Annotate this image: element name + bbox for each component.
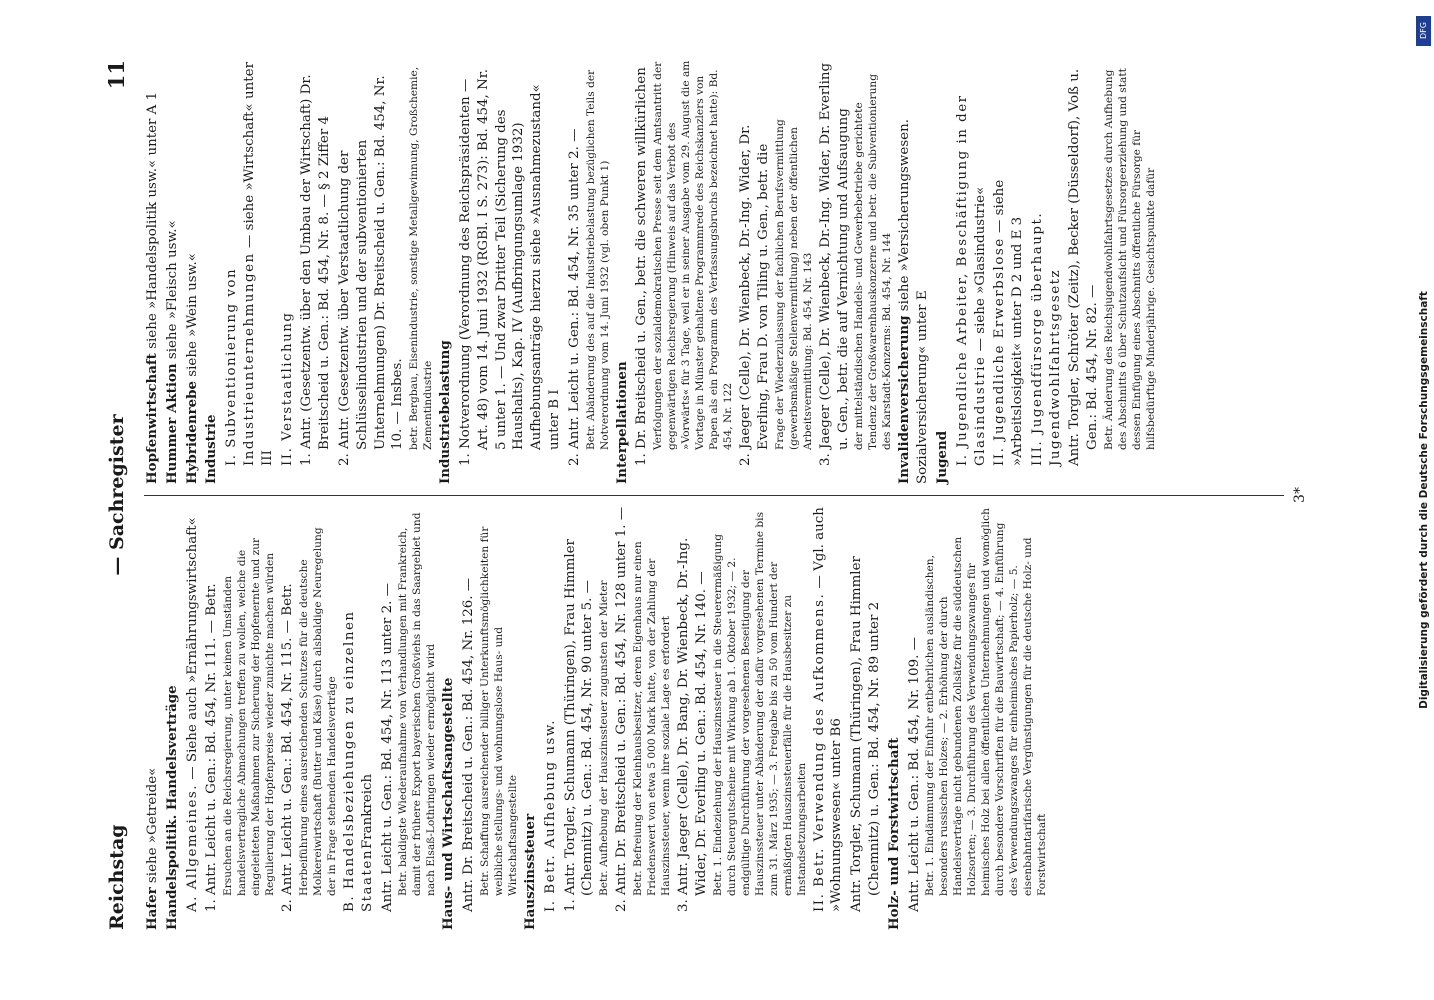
- heading-term: Hafer: [144, 887, 160, 930]
- subheading: [279, 60, 297, 484]
- motion-item: 1. Antr. Leicht u. Gen.: Bd. 454, Nr. 111. — Betr.: [204, 583, 220, 912]
- index-entry: [298, 60, 334, 484]
- motion-item: 2. Antr. Leicht u. Gen.: Bd. 454, Nr. 115. — Betr.: [280, 583, 296, 912]
- subheading-ref: — Vgl. auch »Wohnungswesen« unter B6: [811, 507, 845, 912]
- entry-heading: [522, 506, 540, 930]
- subheading-ref: — siehe »Glasindustrie«: [972, 186, 988, 356]
- entry-heading: [144, 506, 162, 930]
- entry-heading: [886, 506, 904, 930]
- subheading-title: II. Betr. Verwendung des Aufkommens.: [811, 592, 827, 912]
- index-entry: [633, 60, 735, 484]
- motion-item: 3. Jaeger (Celle), Dr. Wienbeck, Dr.-Ing. Wider, Dr. Everling u. Gen., betr. die auf Vernichtung und Aufsaugung: [817, 62, 851, 466]
- index-entry: [675, 506, 809, 930]
- motion-note: Betr. Schaffung ausreichender billiger Unterkunftsmöglichkeiten für weibliche stellungs- und wohnungslose Haus- und Wirtschaftsangestellte: [478, 526, 519, 896]
- motion-item: 2. Jaeger (Celle), Dr. Wienbeck, Dr.-Ing. Wider, Dr. Everling, Frau D. von Tiling u. Gen., betr. die: [738, 124, 771, 466]
- left-column: [144, 506, 1051, 930]
- index-entry: [991, 60, 1027, 484]
- motion-item: 3. Antr. Jaeger (Celle), Dr. Bang, Dr. Wienbeck, Dr.-Ing. Wider, Dr. Everling u. Gen.: Bd. 454, Nr. 140. —: [675, 537, 709, 912]
- digitization-sidebar: [1414, 10, 1434, 990]
- index-entry: [144, 506, 162, 930]
- motion-note: der mittelständischen Handels- und Gewerbebetriebe gerichtete Tendenz der Großwarenhauskonzerne und betr. die Subventionierung des Karstadt-Konzerns: Bd. 454, Nr. 144: [853, 73, 894, 450]
- index-entry: [522, 506, 540, 930]
- index-entry: [1066, 60, 1158, 484]
- index-entry: [184, 506, 202, 930]
- subheading: [954, 60, 990, 484]
- header-center: — Sachregister: [106, 414, 128, 576]
- index-entry: [562, 506, 612, 930]
- index-entry: [164, 506, 182, 930]
- page-number: 11: [104, 60, 129, 90]
- entry-heading: [896, 60, 932, 484]
- entry-heading: [614, 60, 632, 484]
- index-entry: [203, 506, 277, 930]
- heading-ref: siehe »Handelspolitik usw.« unter A 1: [145, 91, 160, 354]
- subheading-title: III. Jugendfürsorge überhaupt. Jugendwohlfahrtsgesetz: [1029, 211, 1063, 466]
- index-entry: [440, 506, 458, 930]
- index-entry: [811, 506, 847, 930]
- index-entry: [460, 506, 520, 930]
- motion-item: Antr. Leicht u. Gen.: Bd. 454, Nr. 113 unter 2. —: [379, 583, 395, 912]
- heading-ref: siehe »Versicherungswesen. Sozialversicherung« unter E: [897, 119, 931, 484]
- motion-note: Betr. baldigste Wiederaufnahme von Verhandlungen mit Frankreich, damit der frühere Export bayerischen Großviehs in das Saargebiet und nach Elsaß-Lothringen wieder ermöglicht wird: [397, 512, 438, 896]
- heading-ref: siehe »Wein usw.«: [184, 253, 200, 381]
- motion-note: Betr. Befreiung der Kleinhausbesitzer, deren Eigenhaus nur einen Friedenswert von etwa 5 000 Mark hatte, von der Zahlung der Hauszinssteuer, wenn ihre soziale Lage es erfordert: [631, 541, 672, 896]
- running-header: [100, 60, 140, 930]
- motion-item: 2. Antr. Leicht u. Gen.: Bd. 454, Nr. 35 unter 2. —: [566, 128, 582, 466]
- index-entry: [614, 60, 632, 484]
- index-entry: [542, 506, 560, 930]
- heading-term: Industriebelastung: [437, 340, 454, 484]
- subheading-title: B. Handelsbeziehungen zu einzelnen Staaten: [341, 610, 375, 912]
- subheading-title: II. Jugendliche Erwerbslose: [992, 237, 1008, 466]
- index-entry: [954, 60, 990, 484]
- right-column: [144, 60, 1160, 484]
- entry-heading: [934, 60, 952, 484]
- entry-heading: [184, 60, 202, 484]
- index-entry: [144, 60, 162, 484]
- subheading-title: I. Jugendliche Arbeiter, Beschäftigung in der Glasindustrie: [954, 94, 988, 466]
- index-entry: [817, 60, 895, 484]
- subheading-ref: Frankreich: [359, 773, 375, 850]
- column-divider: [144, 495, 1284, 496]
- heading-term: Hummer Aktion: [163, 363, 180, 484]
- entry-heading: [144, 60, 162, 484]
- subheading-title: A. Allgemeines.: [184, 784, 200, 912]
- motion-item: 1. Dr. Breitscheid u. Gen., betr. die schweren willkürlichen: [634, 67, 650, 466]
- index-entry: [341, 506, 377, 930]
- motion-item: 1. Antr. (Gesetzentw. über den Umbau der Wirtschaft) Dr. Breitscheid u. Gen.: Bd. 454, Nr. 8. — § 2 Ziffer 4: [299, 74, 333, 466]
- index-entry: [613, 506, 673, 930]
- subheading: [811, 506, 847, 930]
- index-entry: [279, 506, 339, 930]
- motion-note: Ersuchen an die Reichsregierung, unter keinen Umständen handelsvertragliche Abmachungen treffen zu wollen, welche die eingeleiteten Maßnahmen zur Sicherung der Hopfenernte und zur Regulierung der Hopfenpreise wieder zunichte machen würden: [222, 537, 277, 896]
- heading-term: Holz- und Forstwirtschaft: [885, 737, 902, 930]
- motion-item: Antr. Torgler, Schröter (Zeitz), Becker (Düsseldorf), Voß u. Gen.: Bd. 454, Nr. 82. —: [1067, 68, 1101, 466]
- motion-item: Antr. Leicht u. Gen.: Bd. 454, Nr. 109. —: [906, 636, 922, 912]
- entry-heading: [437, 60, 455, 484]
- index-entry: [279, 60, 297, 484]
- subheading-ref: — siehe »Arbeitslosigkeit« unter D 2 und E 3: [992, 179, 1026, 466]
- index-entry: [566, 60, 612, 484]
- index-entry: [203, 60, 221, 484]
- index-entry: [1029, 60, 1065, 484]
- heading-term: Invalidenversicherung: [896, 315, 913, 484]
- heading-term: Hopfenwirtschaft: [144, 353, 160, 484]
- subheading: [223, 60, 276, 484]
- entry-heading: [203, 60, 221, 484]
- page-body: [100, 60, 1320, 930]
- subheading-ref: — siehe »Wirtschaft« unter III: [241, 62, 275, 466]
- index-entry: [848, 506, 884, 930]
- heading-term: Hauszinssteuer: [521, 813, 538, 930]
- subheading: [542, 506, 560, 930]
- index-entry: [184, 60, 202, 484]
- index-entry: [336, 60, 435, 484]
- index-entry: [886, 506, 904, 930]
- motion-note: Betr. Aufhebung der Hauszinssteuer zugunsten der Mieter: [598, 580, 611, 896]
- index-entry: [223, 60, 276, 484]
- entry-heading: [164, 506, 182, 930]
- motion-item: 1. Antr. Torgler, Schumann (Thüringen), Frau Himmler (Chemnitz) u. Gen.: Bd. 454, Nr. 90 unter 5. —: [562, 539, 596, 912]
- entry-heading: [440, 506, 458, 930]
- motion-item: 2. Antr. (Gesetzentw. über Verstaatlichung der Schlüsselindustrien und der subventionierten Unternehmungen) Dr. Breitscheid u. Gen.: Bd. 454, Nr. 10. — Insbes.: [336, 75, 406, 466]
- subheading-ref: — Siehe auch »Ernährungswirtschaft«: [184, 517, 200, 784]
- motion-item: 1. Notverordnung (Verordnung des Reichspräsidenten — Art. 48) vom 14. Juni 1932 (RGBl. I S. 273): Bd. 454, Nr. 5 unter 1. — Und zwar Dritter Teil (Sicherung des Haushalts), Kap. IV (Aufbringungsumlage 1932) Aufhebungsanträge hierzu siehe »Ausnahmezustand« unter B I: [457, 69, 562, 466]
- motion-note: Betr. Abänderung des auf die Industriebelastung bezüglichen Teils der Notverordnung vom 14. Juni 1932 (vgl. oben Punkt 1): [584, 69, 611, 450]
- heading-term: Jugend: [933, 430, 950, 484]
- subheading: [1029, 60, 1065, 484]
- entry-heading: [164, 60, 182, 484]
- heading-ref: siehe »Getreide«: [145, 767, 160, 888]
- motion-note: Verfolgungen der sozialdemokratischen Presse seit dem Amtsantritt der gegenwärtigen Reichsregierung (Hinweis auf das Verbot des »Vorwärts« für 3 Tage, weil er in seiner Ausgabe vom 29. August die am Vortage in Münster gehaltene Programmrede des Reichskanzlers von Papen als ein Programm des Verfassungsbruchs bezeichnet hatte): Bd. 454, Nr. 122: [652, 60, 735, 450]
- motion-item: Antr. Torgler, Schumann (Thüringen), Frau Himmler (Chemnitz) u. Gen.: Bd. 454, Nr. 89 unter 2: [849, 556, 882, 912]
- motion-note: Herbeiführung eines ausreichenden Schutzes für die deutsche Molkereiwirtschaft (Butter und Käse) durch alsbaldige Neuregelung der in Frage stehenden Handelsverträge: [297, 527, 338, 896]
- footer-signature: 3*: [1292, 487, 1308, 503]
- heading-term: Handelspolitik. Handelsverträge: [163, 685, 180, 930]
- index-entry: [437, 60, 455, 484]
- heading-term: Industrie: [203, 414, 220, 484]
- heading-term: Interpellationen: [613, 361, 630, 484]
- motion-item: 2. Antr. Dr. Breitscheid u. Gen.: Bd. 454, Nr. 128 unter 1. —: [614, 506, 630, 912]
- subheading-title: I. Subventionierung von Industrieunternehmungen: [224, 252, 257, 466]
- subheading: [991, 60, 1027, 484]
- index-entry: [737, 60, 815, 484]
- index-entry: [457, 60, 564, 484]
- motion-note: Betr. 1. Eindeziehung der Hauszinssteuer in die Steuerermäßigung durch Steuergutscheine mit Wirkung ab 1. Oktober 1932; — 2. endgültige Durchführung der vorgesehenen Beseitigung der Hauszinssteuer unter Abänderung der dafür vorgesehenen Termine bis zum 31. März 1935; — 3. Freigabe bis zu 50 vom Hundert der ermäßigten Hauszinssteuerfälle für die Hausbesitzer zu Instandsetzungsarbeiten: [711, 511, 808, 896]
- index-entry: [934, 60, 952, 484]
- index-entry: [379, 506, 439, 930]
- subheading: [184, 506, 202, 930]
- index-entry: [906, 506, 1050, 930]
- index-entry: [896, 60, 932, 484]
- heading-ref: siehe »Fleisch usw.«: [164, 220, 180, 364]
- index-entry: [164, 60, 182, 484]
- motion-note: Frage der Wiederzulassung der fachlichen Berufsvermittlung (gewerbsmäßige Stellenvermittlung) neben der öffentlichen Arbeitsvermittlung: Bd. 454, Nr. 143: [773, 119, 814, 450]
- subheading-title: II. Verstaatlichung: [279, 311, 295, 466]
- motion-note: betr. Bergbau, Eisenindustrie, sonstige Metallgewinnung, Großchemie, Zementindustrie: [408, 66, 435, 450]
- heading-term: Hybridenrebe: [183, 380, 200, 484]
- subheading-title: I. Betr. Aufhebung usw.: [542, 719, 558, 912]
- sidebar-text: Digitalisierung gefördert durch die Deutsche Forschungsgemeinschaft: [1418, 291, 1430, 709]
- motion-note: Betr. 1. Eindämmung der Einfuhr entbehrlichen ausländischen, besonders russischen Holzes; — 2. Erhöhung der durch Handelsverträge nicht gebundenen Zollsätze für die süddeutschen Holzsorten; — 3. Durchführung des Verwendungszwanges für heimisches Holz bei allen öffentlichen Unternehmungen und womöglich durch besondere Vorschriften für die Bauwirtschaft; — 4. Einführung des Verwendungszwanges für einheimisches Papierholz; — 5. eisenbahntarifarische Vergünstigungen für die deutsche Holz- und Forstwirtschaft: [924, 508, 1049, 896]
- heading-term: Haus- und Wirtschaftsangestellte: [440, 677, 457, 930]
- motion-item: Antr. Dr. Breitscheid u. Gen.: Bd. 454, Nr. 126. —: [461, 577, 477, 912]
- subheading: [341, 506, 377, 930]
- motion-note: Betr. Änderung des Reichsjugendwohlfahrtsgesetzes durch Aufhebung des Abschnitts 6 über Schutzaufsicht und Fürsorgeerziehung und statt dessen Einfügung eines Abschnitts öffentliche Fürsorge für hilfsbedürftige Minderjährige. Gesichtspunkte dafür: [1103, 68, 1158, 450]
- header-left: Reichstag: [106, 824, 128, 930]
- dfg-logo: DFG: [1416, 16, 1431, 46]
